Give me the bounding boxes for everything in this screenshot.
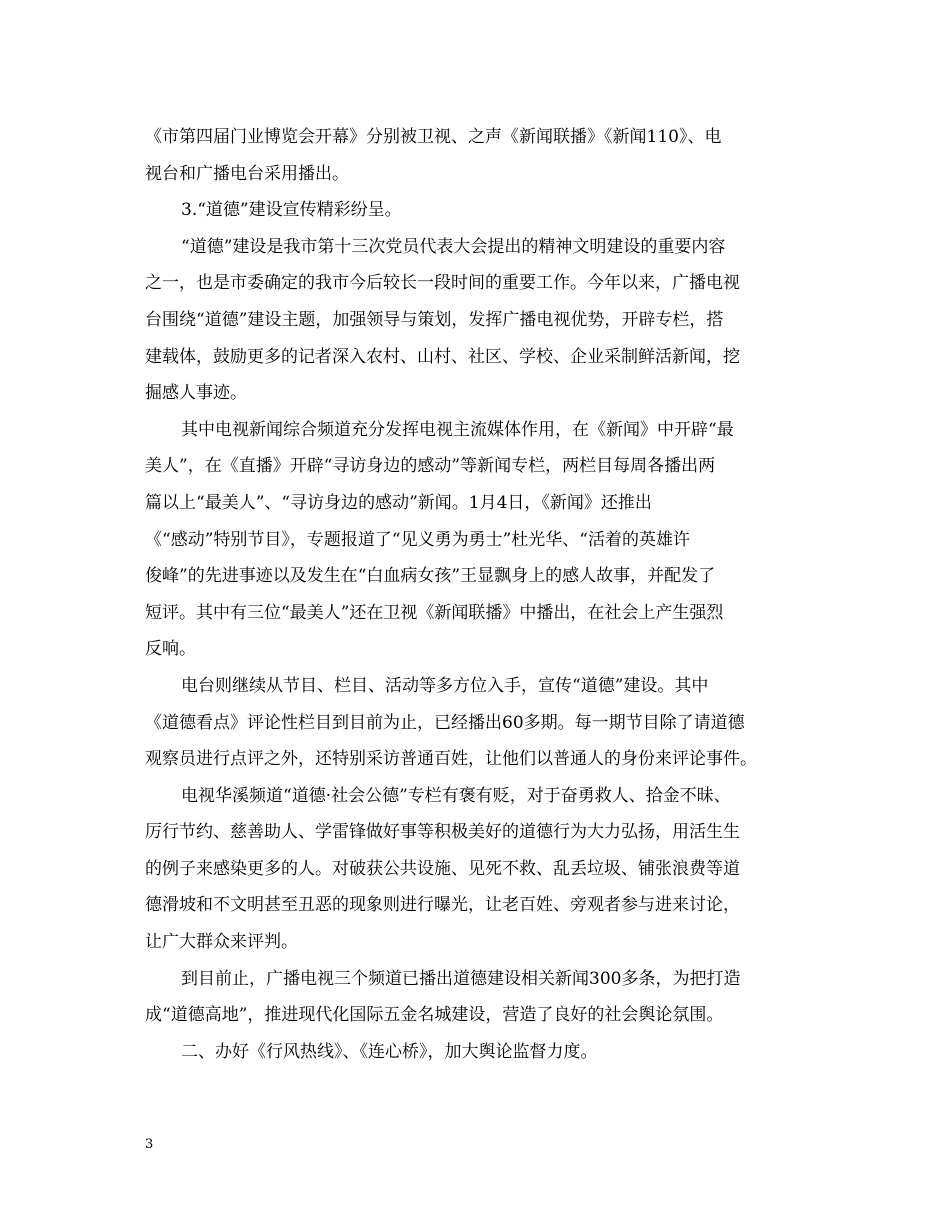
text-line: 掘感人事迹。	[145, 383, 247, 404]
text-line: 观察员进行点评之外，还特别采访普通百姓，让他们以普通人的身份来评论事件。	[145, 749, 757, 770]
document-body	[145, 119, 805, 1070]
text-line: 《市第四届门业博览会开幕》分别被卫视、之声《新闻联播》《新闻110》、电	[145, 127, 722, 147]
text-line: 让广大群众来评判。	[145, 932, 298, 953]
text-line: 到目前止，广播电视三个频道已播出道德建设相关新闻300多条，为把打造	[181, 968, 741, 989]
text-line: 短评。其中有三位“最美人”还在卫视《新闻联播》中播出，在社会上产生强烈	[145, 602, 724, 623]
text-line: 其中电视新闻综合频道充分发挥电视主流媒体作用，在《新闻》中开辟“最	[181, 419, 734, 440]
text-line: 成“道德高地”，推进现代化国际五金名城建设，营造了良好的社会舆论氛围。	[145, 1005, 724, 1026]
text-line: 之一，也是市委确定的我市今后较长一段时间的重要工作。今年以来，广播电视	[145, 273, 740, 294]
text-line: 二、办好《行风热线》、《连心桥》，加大舆论监督力度。	[181, 1041, 598, 1062]
page-number: 3	[145, 1137, 154, 1152]
text-line: 美人”，在《直播》开辟“寻访身边的感动”等新闻专栏，两栏目每周各播出两	[145, 456, 716, 477]
text-line: 反响。	[145, 639, 196, 660]
text-line: 台围绕“道德”建设主题，加强领导与策划，发挥广播电视优势，开辟专栏，搭	[145, 309, 724, 330]
text-line: 视台和广播电台采用播出。	[145, 163, 349, 184]
text-line: 的例子来感染更多的人。对破获公共设施、见死不救、乱丢垃圾、铺张浪费等道	[145, 858, 740, 879]
text-line: 3.“道德”建设宣传精彩纷呈。	[181, 200, 402, 221]
text-line: 电视华溪频道“道德·社会公德”专栏有褒有贬，对于奋勇救人、拾金不昧、	[181, 785, 731, 806]
text-line: 俊峰”的先进事迹以及发生在“白血病女孩”王显飘身上的感人故事，并配发了	[145, 566, 716, 587]
text-line: 厉行节约、慈善助人、学雷锋做好事等积极美好的道德行为大力弘扬，用活生生	[145, 822, 740, 843]
text-line: 《道德看点》评论性栏目到目前为止，已经播出60多期。每一期节目除了请道德	[145, 712, 745, 733]
text-line: 篇以上“最美人”、“寻访身边的感动”新闻。1月4日，《新闻》还推出	[145, 492, 652, 513]
text-line: “道德”建设是我市第十三次党员代表大会提出的精神文明建设的重要内容	[181, 236, 726, 257]
text-line: 建载体，鼓励更多的记者深入农村、山村、社区、学校、企业采制鲜活新闻，挖	[145, 346, 740, 367]
text-line: 电台则继续从节目、栏目、活动等多方位入手，宣传“道德”建设。其中	[181, 675, 709, 696]
text-line: 《“感动”特别节目》，专题报道了“见义勇为勇士”杜光华、“活着的英雄许	[145, 529, 690, 550]
text-line: 德滑坡和不文明甚至丑恶的现象则进行曝光，让老百姓、旁观者参与进来讨论，	[145, 895, 740, 916]
